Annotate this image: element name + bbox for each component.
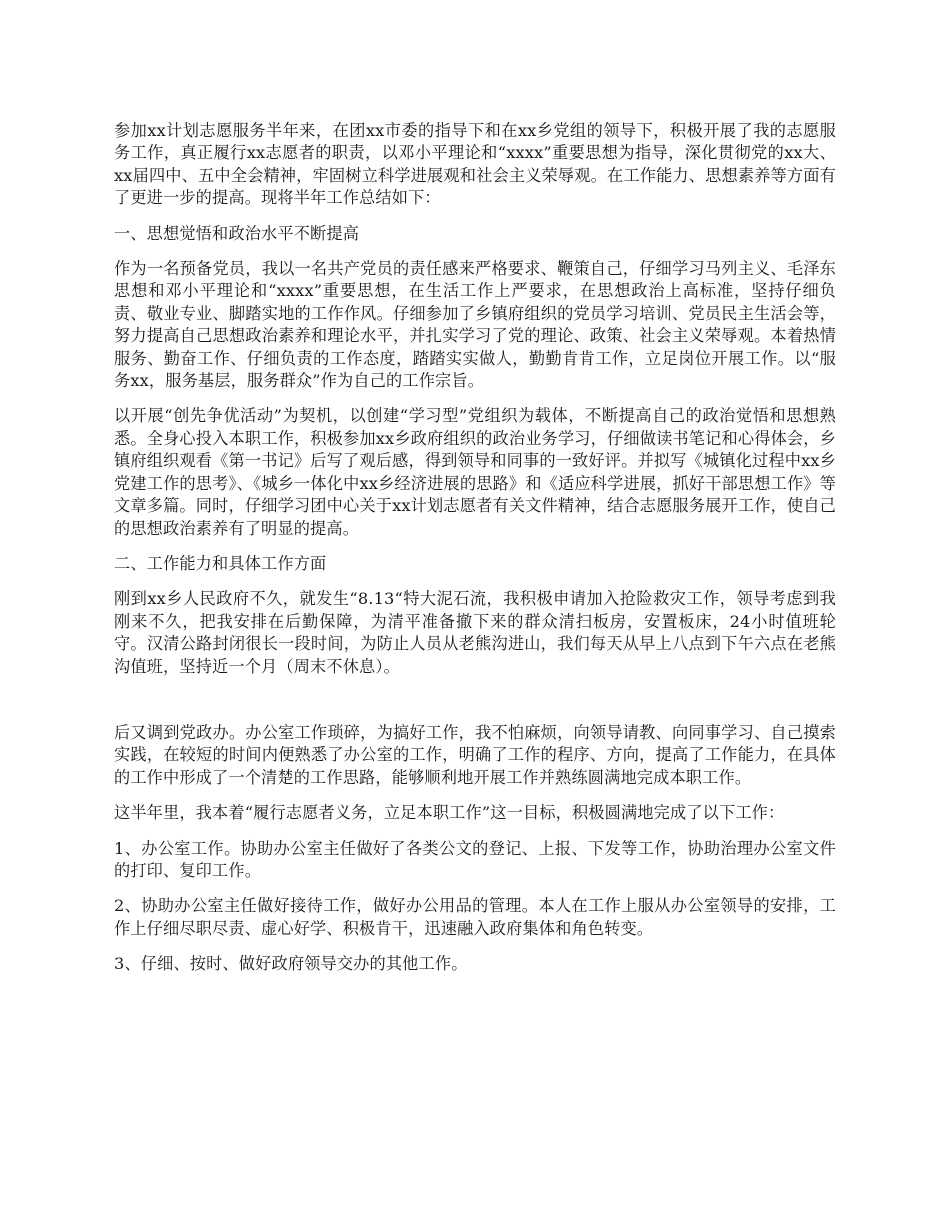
body-paragraph: 以开展“创先争优活动”为契机，以创建“学习型”党组织为载体，不断提高自己的政治觉悟和思想熟悉。全身心投入本职工作，积极参加xx乡政府组织的政治业务学习，仔细做读书笔记和心得体会，乡镇府组织观看《第一书记》后写了观后感，得到领导和同事的一致好评。并拟写《城镇化过程中xx乡党建工作的思考》、《城乡一体化中xx乡经济进展的思路》和《适应科学进展，抓好干部思想工作》等文章多篇。同时，仔细学习团中心关于xx计划志愿者有关文件精神，结合志愿服务展开工作，使自己的思想政治素养有了明显的提高。 xyxy=(114,406,836,538)
list-item: 3、仔细、按时、做好政府领导交办的其他工作。 xyxy=(114,954,468,974)
list-item: 2、协助办公室主任做好接待工作，做好办公用品的管理。本人在工作上服从办公室领导的安排，工作上仔细尽职尽责、虚心好学、积极肯干，迅速融入政府集体和角色转变。 xyxy=(114,896,836,938)
section-heading-1: 一、思想觉悟和政治水平不断提高 xyxy=(114,223,360,243)
body-paragraph: 刚到xx乡人民政府不久，就发生“8.13“特大泥石流，我积极申请加入抢险救灾工作，领导考虑到我刚来不久，把我安排在后勤保障，为清平准备撤下来的群众清扫板房，安置板床，24小时值班轮守。汉清公路封闭很长一段时间，为防止人员从老熊沟进山，我们每天从早上八点到下午六点在老熊沟值班，坚持近一个月（周末不休息）。 xyxy=(114,589,836,676)
intro-paragraph: 参加xx计划志愿服务半年来，在团xx市委的指导下和在xx乡党组的领导下，积极开展了我的志愿服务工作，真正履行xx志愿者的职责，以邓小平理论和“xxxx”重要思想为指导，深化贯彻党的xx大、xx届四中、五中全会精神，牢固树立科学进展观和社会主义荣辱观。在工作能力、思想素养等方面有了更进一步的提高。现将半年工作总结如下： xyxy=(114,121,836,208)
document-body xyxy=(114,120,836,989)
body-paragraph: 作为一名预备党员，我以一名共产党员的责任感来严格要求、鞭策自己，仔细学习马列主义、毛泽东思想和邓小平理论和“xxxx”重要思想，在生活工作上严要求，在思想政治上高标准，坚持仔细负责、敬业专业、脚踏实地的工作作风。仔细参加了乡镇府组织的党员学习培训、党员民主生活会等，努力提高自己思想政治素养和理论水平，并扎实学习了党的理论、政策、社会主义荣辱观。本着热情服务、勤奋工作、仔细负责的工作态度，踏踏实实做人，勤勤肯肯工作，立足岗位开展工作。以“服务xx，服务基层，服务群众”作为自己的工作宗旨。 xyxy=(114,259,836,391)
body-paragraph: 这半年里，我本着“履行志愿者义务，立足本职工作”这一目标，积极圆满地完成了以下工作： xyxy=(114,803,785,823)
list-item: 1、办公室工作。协助办公室主任做好了各类公文的登记、上报、下发等工作，协助治理办公室文件的打印、复印工作。 xyxy=(114,838,836,880)
body-paragraph: 后又调到党政办。办公室工作琐碎，为搞好工作，我不怕麻烦，向领导请教、向同事学习、自己摸索实践，在较短的时间内便熟悉了办公室的工作，明确了工作的程序、方向，提高了工作能力，在具体的工作中形成了一个清楚的工作思路，能够顺利地开展工作并熟练圆满地完成本职工作。 xyxy=(114,722,836,787)
section-heading-2: 二、工作能力和具体工作方面 xyxy=(114,553,327,573)
